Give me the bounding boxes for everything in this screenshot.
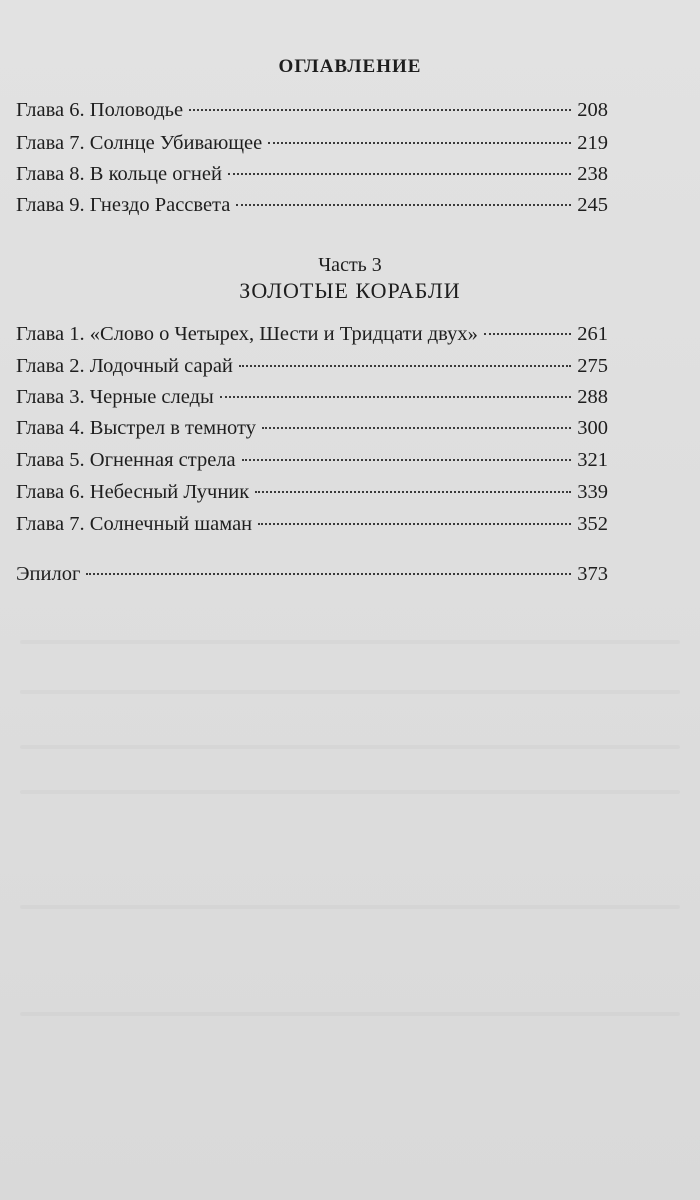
toc-entry-page: 373 xyxy=(577,563,608,585)
toc-entry xyxy=(16,446,608,474)
toc-entry-page: 288 xyxy=(577,386,608,408)
dot-leader xyxy=(255,491,571,493)
bleed-through-line xyxy=(20,640,680,644)
toc-entry-page: 208 xyxy=(577,99,608,121)
toc-entry-page: 261 xyxy=(577,323,608,345)
toc-entry xyxy=(16,191,608,219)
toc-entry-title: Глава 1. «Слово о Четырех, Шести и Тридцати двух» xyxy=(16,323,478,345)
dot-leader xyxy=(228,173,571,175)
toc-entry-title: Глава 2. Лодочный сарай xyxy=(16,355,233,377)
bleed-through-line xyxy=(20,745,680,749)
toc-entry xyxy=(16,478,608,506)
toc-entry-title: Глава 3. Черные следы xyxy=(16,386,214,408)
dot-leader xyxy=(220,396,571,398)
toc-entry-epilogue xyxy=(16,560,608,588)
toc-entry-title: Глава 6. Небесный Лучник xyxy=(16,481,250,503)
dot-leader xyxy=(189,109,571,111)
dot-leader xyxy=(86,573,571,575)
toc-entry-title: Глава 5. Огненная стрела xyxy=(16,449,236,471)
dot-leader xyxy=(258,523,571,525)
toc-entry xyxy=(16,96,608,124)
toc-entry-title: Глава 9. Гнездо Рассвета xyxy=(16,194,231,216)
toc-entry-page: 352 xyxy=(577,513,608,535)
toc-entry-page: 219 xyxy=(577,132,608,154)
toc-entry-title: Глава 6. Половодье xyxy=(16,99,184,121)
dot-leader xyxy=(239,365,571,367)
toc-entry xyxy=(16,352,608,380)
dot-leader xyxy=(268,142,571,144)
toc-entry xyxy=(16,160,608,188)
bleed-through-line xyxy=(20,690,680,694)
toc-entry-title: Глава 8. В кольце огней xyxy=(16,163,222,185)
dot-leader xyxy=(262,427,571,429)
dot-leader xyxy=(236,204,571,206)
toc-entry-page: 321 xyxy=(577,449,608,471)
bleed-through-line xyxy=(20,1012,680,1016)
toc-entry-page: 238 xyxy=(577,163,608,185)
toc-entry-page: 300 xyxy=(577,417,608,439)
toc-entry-title: Глава 7. Солнечный шаман xyxy=(16,513,253,535)
toc-entry-title: Эпилог xyxy=(16,563,81,585)
toc-entry-title: Глава 4. Выстрел в темноту xyxy=(16,417,256,439)
dot-leader xyxy=(242,459,572,461)
toc-entry-title: Глава 7. Солнце Убивающее xyxy=(16,132,263,154)
toc-entry xyxy=(16,320,608,348)
toc-entry xyxy=(16,510,608,538)
bleed-through-line xyxy=(20,790,680,794)
part-label: Часть 3 xyxy=(318,254,382,276)
toc-entry-page: 275 xyxy=(577,355,608,377)
toc-entry-page: 245 xyxy=(577,194,608,216)
toc-entry-page: 339 xyxy=(577,481,608,503)
toc-entry xyxy=(16,414,608,442)
toc-entry xyxy=(16,383,608,411)
toc-entry xyxy=(16,129,608,157)
dot-leader xyxy=(484,333,571,335)
part-title: ЗОЛОТЫЕ КОРАБЛИ xyxy=(239,278,461,303)
bleed-through-line xyxy=(20,905,680,909)
running-head: ОГЛАВЛЕНИЕ xyxy=(278,56,422,77)
